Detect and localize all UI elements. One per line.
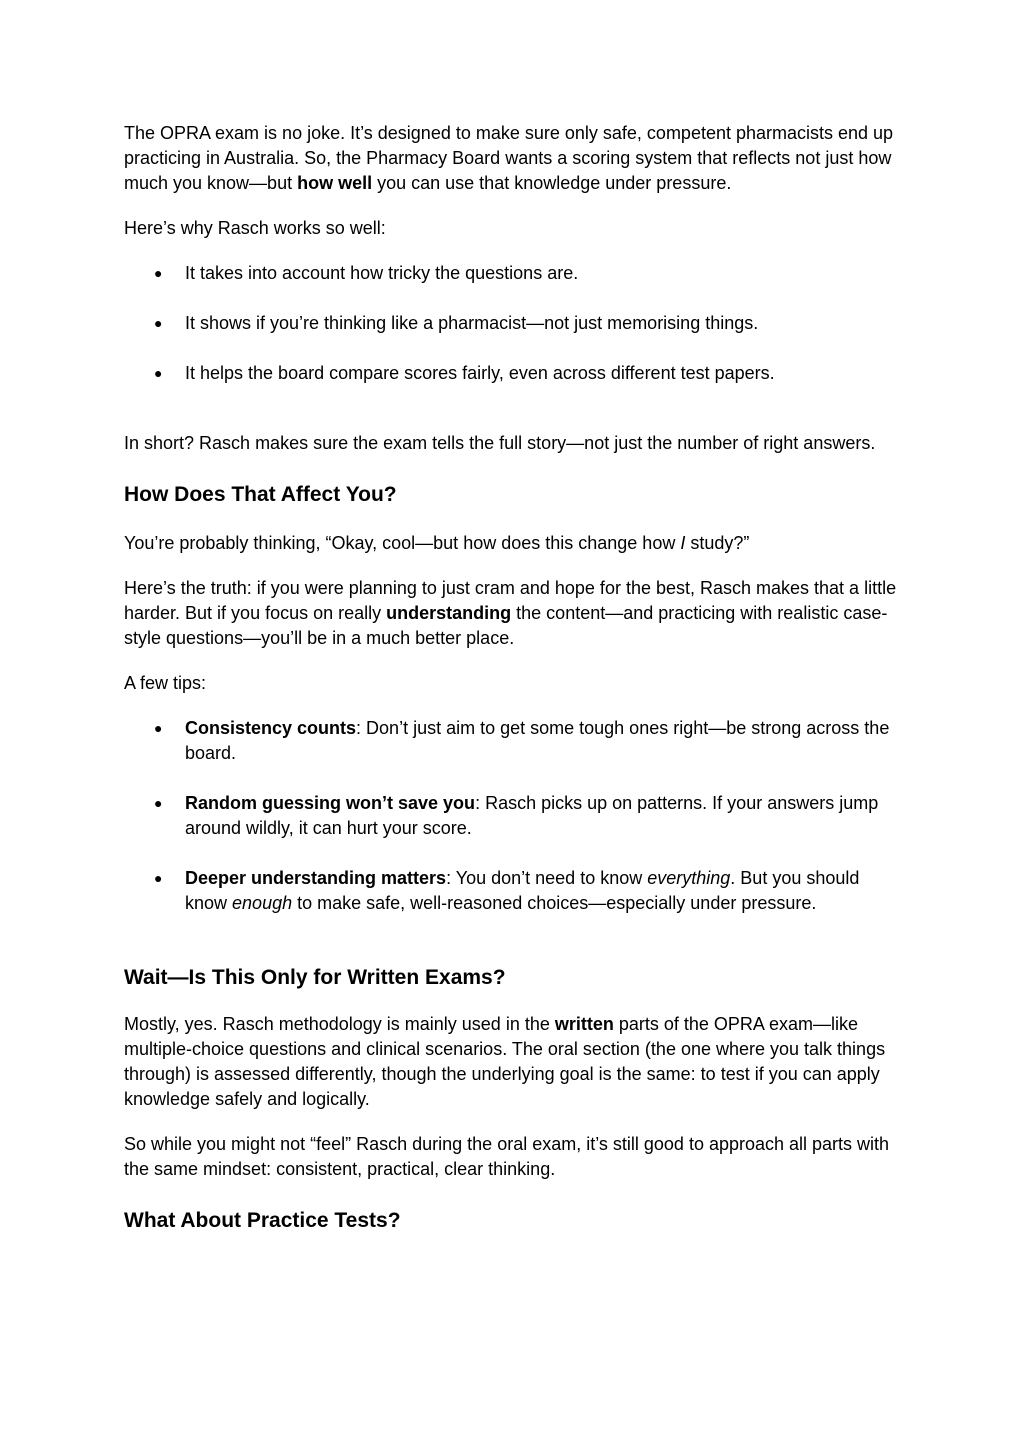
text-run: you can use that knowledge under pressure. <box>372 173 732 193</box>
intro-paragraph <box>124 121 900 196</box>
section-heading: Wait—Is This Only for Written Exams? <box>124 966 506 989</box>
text-run: study?” <box>685 533 750 553</box>
text-run: the content—and practicing with realistic case-style questions—you’ll be in a much better place. <box>124 603 888 648</box>
truth-paragraph <box>124 576 900 651</box>
text-run: Here’s the truth: if you were planning to just cram and hope for the best, Rasch makes that a little harder. But if you focus on really <box>124 578 897 623</box>
list-item <box>124 311 900 336</box>
bold-text: understanding <box>386 603 512 623</box>
tips-intro: A few tips: <box>124 673 207 693</box>
list-item <box>124 261 900 286</box>
tip-title: Random guessing won’t save you <box>185 793 476 813</box>
bold-text: written <box>554 1014 614 1034</box>
italic-text: everything <box>647 868 731 888</box>
bullet-icon: ● <box>154 795 163 811</box>
bullet-icon: ● <box>154 315 163 331</box>
oral-exam-paragraph: So while you might not “feel” Rasch during the oral exam, it’s still good to approach all parts with the same mindset: consistent, practical, clear thinking. <box>124 1134 890 1179</box>
in-short-paragraph: In short? Rasch makes sure the exam tells the full story—not just the number of right answers. <box>124 433 876 453</box>
tip-text: : Rasch picks up on patterns. If your answers jump around wildly, it can hurt your score. <box>185 793 879 838</box>
list-item-text: It helps the board compare scores fairly, even across different test papers. <box>185 363 775 383</box>
text-run: You’re probably thinking, “Okay, cool—but how does this change how <box>124 533 681 553</box>
list-item-text: It shows if you’re thinking like a pharmacist—not just memorising things. <box>185 313 759 333</box>
why-rasch-list <box>124 261 900 386</box>
text-run: The OPRA exam is no joke. It’s designed to make sure only safe, competent pharmacists end up practicing in Australia. So, the Pharmacy Board wants a scoring system that reflects not just how much you know—but <box>124 123 894 193</box>
list-item <box>124 716 900 766</box>
tip-text: : You don’t need to know <box>446 868 648 888</box>
italic-text: enough <box>232 893 293 913</box>
tip-title: Consistency counts <box>185 718 357 738</box>
list-item-text: It takes into account how tricky the questions are. <box>185 263 579 283</box>
tip-text: to make safe, well-reasoned choices—especially under pressure. <box>292 893 817 913</box>
section-heading: What About Practice Tests? <box>124 1209 401 1232</box>
bullet-icon: ● <box>154 265 163 281</box>
tip-text: : Don’t just aim to get some tough ones right—be strong across the board. <box>185 718 890 763</box>
thinking-paragraph <box>124 531 900 556</box>
bullet-icon: ● <box>154 720 163 736</box>
tip-text: . But you should know <box>185 868 860 913</box>
text-run: Mostly, yes. Rasch methodology is mainly used in the <box>124 1014 555 1034</box>
tip-title: Deeper understanding matters <box>185 868 447 888</box>
list-item <box>124 866 900 916</box>
written-exams-paragraph <box>124 1012 900 1112</box>
list-item <box>124 791 900 841</box>
bullet-icon: ● <box>154 365 163 381</box>
bold-text: how well <box>297 173 373 193</box>
why-rasch-paragraph: Here’s why Rasch works so well: <box>124 218 386 238</box>
section-heading: How Does That Affect You? <box>124 483 397 506</box>
document-page <box>124 121 900 1235</box>
text-run: parts of the OPRA exam—like multiple-choice questions and clinical scenarios. The oral section (the one where you talk things through) is assessed differently, though the underlying goal is the same: to test if you can apply knowledge safely and logically. <box>124 1014 886 1109</box>
bullet-icon: ● <box>154 870 163 886</box>
tips-list <box>124 716 900 916</box>
list-item <box>124 361 900 386</box>
italic-text: I <box>680 533 686 553</box>
